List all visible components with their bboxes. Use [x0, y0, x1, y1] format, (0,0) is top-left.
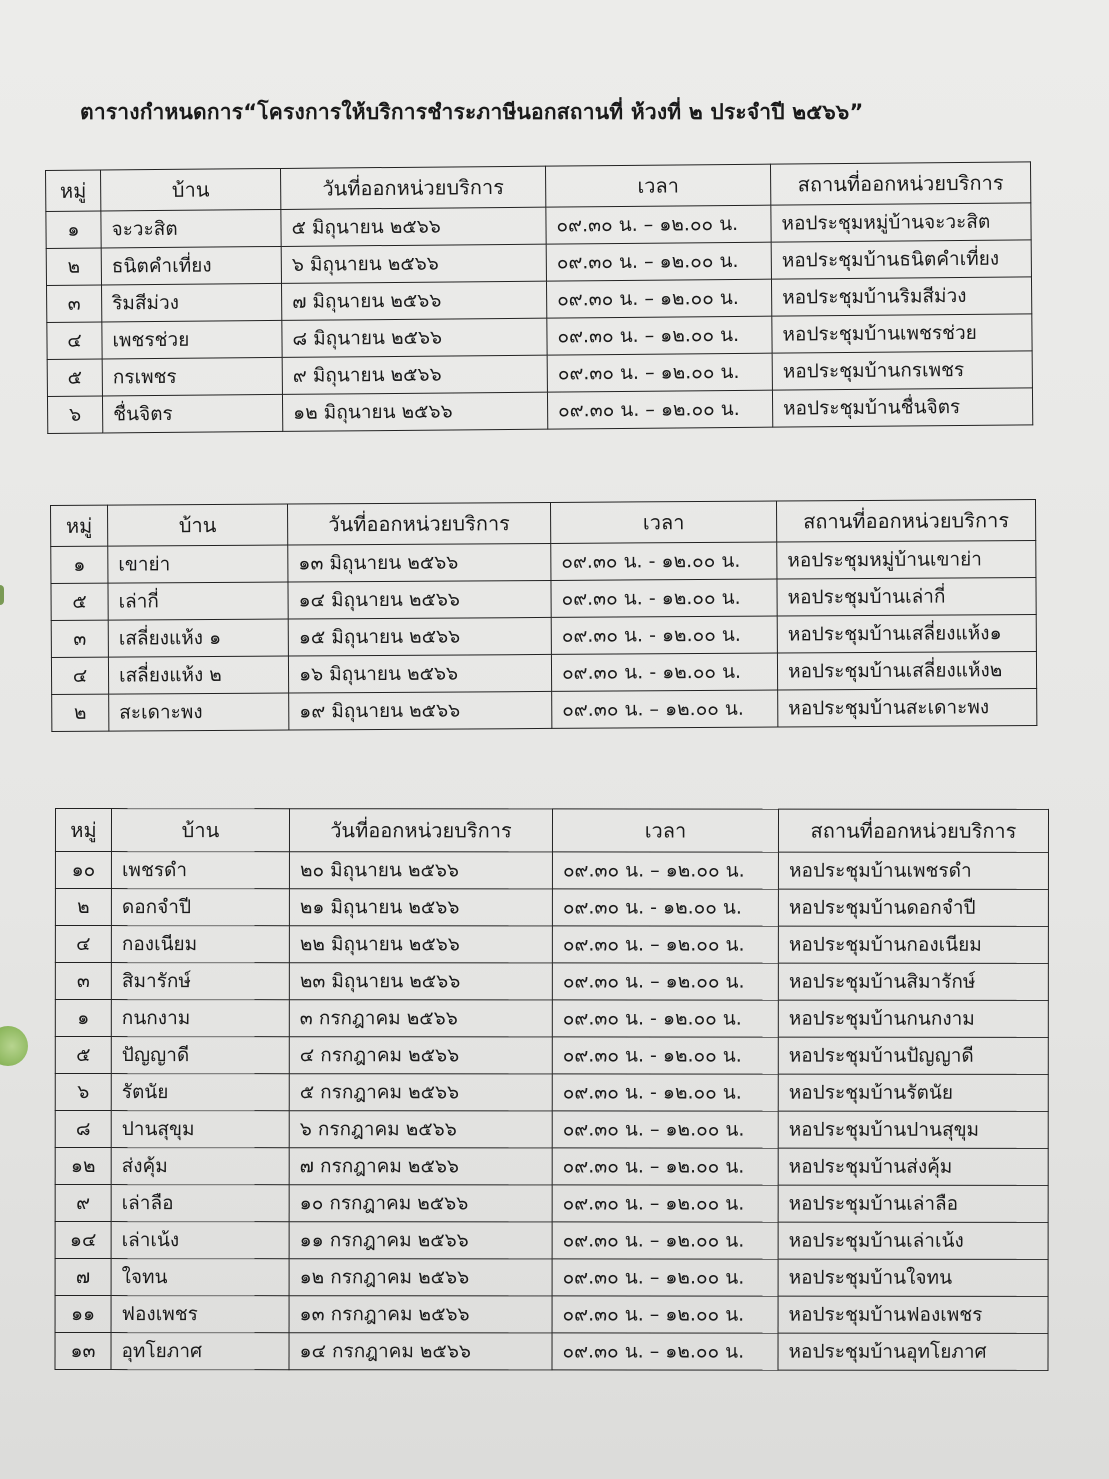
cell-moo: ๖ [47, 396, 102, 433]
cell-date: ๑๙ มิถุนายน ๒๕๖๖ [289, 691, 552, 730]
cell-time: ๐๙.๓๐ น. - ๑๒.๐๐ น. [552, 1000, 778, 1037]
cell-place: หอประชุมบ้านส่งคุ้ม [778, 1148, 1048, 1185]
table-header-row [55, 809, 1048, 853]
cell-date: ๙ มิถุนายน ๒๕๖๖ [282, 355, 547, 394]
header-moo: หมู่ [55, 809, 111, 852]
cell-village: จะวะสิต [101, 209, 281, 248]
cell-village: ริมสีม่วง [102, 283, 282, 322]
cell-date: ๕ กรกฎาคม ๒๕๖๖ [289, 1074, 552, 1111]
cell-place: หอประชุมบ้านรัตนัย [778, 1074, 1048, 1111]
cell-village: ใจทน [111, 1259, 289, 1296]
cell-moo: ๗ [55, 1259, 111, 1296]
table-row [47, 388, 1032, 434]
header-time: เวลา [550, 501, 776, 543]
cell-date: ๑๔ มิถุนายน ๒๕๖๖ [288, 580, 551, 619]
cell-moo: ๘ [55, 1111, 111, 1148]
cell-time: ๐๙.๓๐ น. – ๑๒.๐๐ น. [552, 1111, 778, 1148]
cell-place: หอประชุมหมู่บ้านจะวะสิต [771, 203, 1031, 242]
cell-time: ๐๙.๓๐ น. – ๑๒.๐๐ น. [552, 1148, 778, 1185]
cell-village: เล่าลือ [111, 1185, 289, 1222]
cell-time: ๐๙.๓๐ น. – ๑๒.๐๐ น. [547, 353, 772, 392]
cell-date: ๑๓ มิถุนายน ๒๕๖๖ [288, 543, 551, 582]
header-time: เวลา [552, 809, 778, 852]
table-row [52, 688, 1037, 731]
cell-moo: ๒ [55, 889, 111, 926]
cell-date: ๖ มิถุนายน ๒๕๖๖ [281, 244, 546, 283]
cell-moo: ๓ [47, 285, 102, 322]
cell-place: หอประชุมบ้านเล่ากี่ [777, 577, 1036, 616]
cell-moo: ๒ [46, 248, 101, 285]
cell-moo: ๑๔ [55, 1222, 111, 1259]
cell-date: ๑๕ มิถุนายน ๒๕๖๖ [288, 617, 551, 656]
cell-place: หอประชุมบ้านใจทน [778, 1259, 1048, 1296]
cell-place: หอประชุมบ้านเสลี่ยงแห้ง๑ [777, 614, 1036, 653]
table-row [51, 651, 1036, 694]
table-row [51, 614, 1036, 657]
cell-date: ๑๖ มิถุนายน ๒๕๖๖ [288, 654, 551, 693]
cell-village: กนกงาม [111, 1000, 289, 1037]
cell-moo: ๔ [51, 657, 108, 694]
cell-place: หอประชุมบ้านสะเดาะพง [778, 688, 1037, 727]
cell-time: ๐๙.๓๐ น. - ๑๒.๐๐ น. [551, 579, 777, 617]
cell-date: ๘ มิถุนายน ๒๕๖๖ [282, 318, 547, 357]
cell-time: ๐๙.๓๐ น. – ๑๒.๐๐ น. [552, 852, 778, 889]
header-date: วันที่ออกหน่วยบริการ [287, 502, 550, 545]
cell-time: ๐๙.๓๐ น. – ๑๒.๐๐ น. [552, 1185, 778, 1222]
table-row [55, 1000, 1048, 1038]
cell-date: ๓ กรกฎาคม ๒๕๖๖ [289, 1000, 552, 1037]
cell-date: ๑๒ กรกฎาคม ๒๕๖๖ [289, 1259, 552, 1296]
header-place: สถานที่ออกหน่วยบริการ [776, 499, 1035, 542]
cell-village: เสลี่ยงแห้ง ๒ [108, 656, 288, 694]
table-row [55, 1333, 1048, 1371]
header-date: วันที่ออกหน่วยบริการ [280, 166, 545, 209]
cell-date: ๑๓ กรกฎาคม ๒๕๖๖ [289, 1296, 552, 1333]
cell-time: ๐๙.๓๐ น. – ๑๒.๐๐ น. [552, 1259, 778, 1296]
cell-time: ๐๙.๓๐ น. – ๑๒.๐๐ น. [546, 205, 771, 244]
cell-place: หอประชุมบ้านเพชรช่วย [772, 314, 1032, 353]
cell-moo: ๔ [55, 926, 111, 963]
cell-time: ๐๙.๓๐ น. – ๑๒.๐๐ น. [552, 1222, 778, 1259]
cell-village: ธนิตคำเที่ยง [101, 246, 281, 285]
cell-place: หอประชุมบ้านสิมารักษ์ [778, 963, 1048, 1000]
cell-village: ชื่นจิตร [102, 394, 282, 433]
cell-village: อุทโยภาศ [111, 1333, 289, 1370]
cell-moo: ๓ [51, 620, 108, 657]
cell-place: หอประชุมบ้านเสลี่ยงแห้ง๒ [777, 651, 1036, 690]
cell-time: ๐๙.๓๐ น. – ๑๒.๐๐ น. [552, 690, 778, 728]
cell-time: ๐๙.๓๐ น. - ๑๒.๐๐ น. [552, 1074, 778, 1111]
cell-village: เพชรดำ [111, 852, 289, 889]
cell-time: ๐๙.๓๐ น. – ๑๒.๐๐ น. [552, 926, 778, 963]
cell-moo: ๕ [51, 583, 108, 620]
cell-place: หอประชุมบ้านอุทโยภาศ [778, 1333, 1048, 1370]
cell-moo: ๙ [55, 1185, 111, 1222]
schedule-table-1 [45, 161, 1033, 434]
cell-village: เล่าเน้ง [111, 1222, 289, 1259]
cell-date: ๕ มิถุนายน ๒๕๖๖ [281, 207, 546, 246]
table-row [55, 1148, 1048, 1186]
cell-date: ๑๔ กรกฎาคม ๒๕๖๖ [289, 1333, 552, 1370]
header-moo: หมู่ [46, 170, 101, 211]
table-row [55, 926, 1048, 964]
cell-date: ๗ มิถุนายน ๒๕๖๖ [281, 281, 546, 320]
table-row [51, 540, 1036, 583]
cell-time: ๐๙.๓๐ น. - ๑๒.๐๐ น. [551, 616, 777, 654]
cell-village: รัตนัย [111, 1074, 289, 1111]
cell-date: ๒๒ มิถุนายน ๒๕๖๖ [289, 926, 552, 963]
cell-village: สิมารักษ์ [111, 963, 289, 1000]
cell-date: ๒๐ มิถุนายน ๒๕๖๖ [289, 852, 552, 889]
cell-date: ๔ กรกฎาคม ๒๕๖๖ [289, 1037, 552, 1074]
cell-moo: ๑ [46, 211, 101, 248]
schedule-table-2 [50, 499, 1037, 732]
cell-place: หอประชุมบ้านกนกงาม [778, 1000, 1048, 1037]
cell-date: ๒๑ มิถุนายน ๒๕๖๖ [289, 889, 552, 926]
cell-moo: ๒ [52, 694, 109, 731]
cell-place: หอประชุมบ้านฟองเพชร [778, 1296, 1048, 1333]
cell-place: หอประชุมบ้านปานสุขุม [778, 1111, 1048, 1148]
cell-moo: ๑ [51, 546, 108, 583]
cell-moo: ๑๒ [55, 1148, 111, 1185]
header-village: บ้าน [101, 168, 281, 211]
cell-village: เขาย่า [108, 545, 288, 583]
cell-place: หอประชุมบ้านกองเนียม [778, 926, 1048, 963]
cell-date: ๗ กรกฎาคม ๒๕๖๖ [289, 1148, 552, 1185]
cell-village: กองเนียม [111, 926, 289, 963]
table-row [55, 1259, 1048, 1297]
table-row [55, 1185, 1048, 1223]
cell-village: เพชรช่วย [102, 320, 282, 359]
cell-time: ๐๙.๓๐ น. – ๑๒.๐๐ น. [547, 316, 772, 355]
cell-moo: ๑๓ [55, 1333, 111, 1370]
table-row [55, 1296, 1048, 1334]
cell-time: ๐๙.๓๐ น. – ๑๒.๐๐ น. [546, 279, 771, 318]
cell-village: ส่งคุ้ม [111, 1148, 289, 1185]
cell-place: หอประชุมบ้านเพชรดำ [778, 852, 1048, 889]
cell-place: หอประชุมหมู่บ้านเขาย่า [777, 540, 1036, 579]
cell-place: หอประชุมบ้านดอกจำปี [778, 889, 1048, 926]
cell-place: หอประชุมบ้านชื่นจิตร [772, 388, 1032, 427]
cell-moo: ๑๑ [55, 1296, 111, 1333]
cell-time: ๐๙.๓๐ น. - ๑๒.๐๐ น. [552, 889, 778, 926]
cell-village: ปัญญาดี [111, 1037, 289, 1074]
table-row [55, 889, 1048, 927]
cell-village: เสลี่ยงแห้ง ๑ [108, 619, 288, 657]
cell-place: หอประชุมบ้านธนิตคำเที่ยง [771, 240, 1031, 279]
table-row [55, 1111, 1048, 1149]
cell-moo: ๕ [55, 1037, 111, 1074]
page-title: ตารางกำหนดการ“โครงการให้บริการชำระภาษีนอกสถานที่ ห้วงที่ ๒ ประจำปี ๒๕๖๖” [80, 100, 864, 124]
header-village: บ้าน [108, 504, 288, 546]
header-time: เวลา [545, 164, 770, 207]
cell-time: ๐๙.๓๐ น. - ๑๒.๐๐ น. [551, 542, 777, 580]
cell-village: ฟองเพชร [111, 1296, 289, 1333]
table-row [55, 1222, 1048, 1260]
cell-village: สะเดาะพง [109, 693, 289, 731]
schedule-table-3 [55, 808, 1049, 1371]
cell-time: ๐๙.๓๐ น. – ๑๒.๐๐ น. [552, 1296, 778, 1333]
cell-date: ๑๑ กรกฎาคม ๒๕๖๖ [289, 1222, 552, 1259]
cell-village: ปานสุขุม [111, 1111, 289, 1148]
cell-moo: ๔ [47, 322, 102, 359]
cell-moo: ๖ [55, 1074, 111, 1111]
cell-time: ๐๙.๓๐ น. – ๑๒.๐๐ น. [552, 1333, 778, 1370]
table-row [55, 1074, 1048, 1112]
header-moo: หมู่ [51, 505, 108, 546]
cell-time: ๐๙.๓๐ น. - ๑๒.๐๐ น. [551, 653, 777, 691]
cell-time: ๐๙.๓๐ น. - ๑๒.๐๐ น. [552, 1037, 778, 1074]
table-row [55, 852, 1048, 890]
cell-place: หอประชุมบ้านปัญญาดี [778, 1037, 1048, 1074]
cell-place: หอประชุมบ้านเล่าเน้ง [778, 1222, 1048, 1259]
cell-date: ๖ กรกฎาคม ๒๕๖๖ [289, 1111, 552, 1148]
cell-village: กรเพชร [102, 357, 282, 396]
table-row [55, 963, 1048, 1001]
header-village: บ้าน [111, 809, 289, 852]
cell-place: หอประชุมบ้านเล่าลือ [778, 1185, 1048, 1222]
cell-moo: ๓ [55, 963, 111, 1000]
cell-moo: ๑ [55, 1000, 111, 1037]
cell-date: ๑๒ มิถุนายน ๒๕๖๖ [282, 392, 547, 431]
cell-time: ๐๙.๓๐ น. – ๑๒.๐๐ น. [546, 242, 771, 281]
cell-village: เล่ากี่ [108, 582, 288, 620]
cell-village: ดอกจำปี [111, 889, 289, 926]
punch-hole-edge [0, 585, 4, 605]
header-date: วันที่ออกหน่วยบริการ [289, 809, 552, 852]
cell-time: ๐๙.๓๐ น. – ๑๒.๐๐ น. [552, 963, 778, 1000]
table-row [55, 1037, 1048, 1075]
header-place: สถานที่ออกหน่วยบริการ [778, 809, 1048, 852]
cell-date: ๒๓ มิถุนายน ๒๕๖๖ [289, 963, 552, 1000]
cell-moo: ๕ [47, 359, 102, 396]
cell-moo: ๑๐ [55, 852, 111, 889]
header-place: สถานที่ออกหน่วยบริการ [770, 162, 1030, 205]
cell-place: หอประชุมบ้านกรเพชร [772, 351, 1032, 390]
table-row [51, 577, 1036, 620]
cell-date: ๑๐ กรกฎาคม ๒๕๖๖ [289, 1185, 552, 1222]
table-header-row [51, 499, 1036, 546]
cell-time: ๐๙.๓๐ น. – ๑๒.๐๐ น. [547, 390, 772, 429]
cell-place: หอประชุมบ้านริมสีม่วง [771, 277, 1031, 316]
